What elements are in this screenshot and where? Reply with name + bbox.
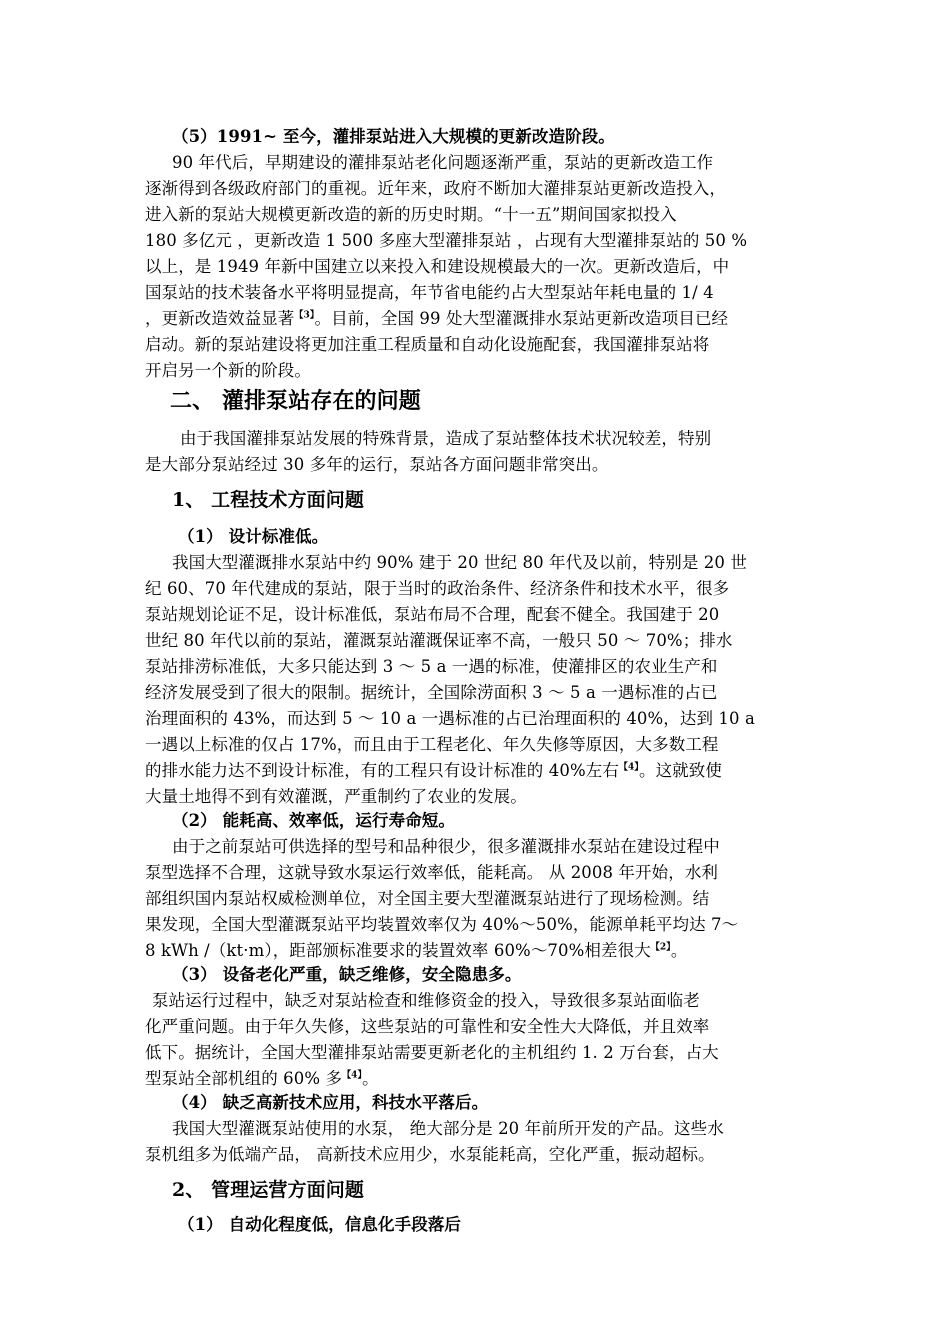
item-heading-5: （1） 自动化程度低，信息化手段落后 <box>178 1215 462 1234</box>
item-heading-1: （1） 设计标准低。 <box>178 527 329 546</box>
paragraph-line: 的排水能力达不到设计标准，有的工程只有设计标准的 40%左右$^{【4】}$。这就致使 <box>145 761 722 780</box>
paragraph-line: 部组织国内泵站权威检测单位，对全国主要大型灌溉泵站进行了现场检测。结 <box>145 889 710 908</box>
paragraph-line: 泵站运行过程中，缺乏对泵站检查和维修资金的投入，导致很多泵站面临老 <box>152 991 700 1010</box>
paragraph-line: 启动。新的泵站建设将更加注重工程质量和自动化设施配套，我国灌排泵站将 <box>145 335 710 354</box>
item-heading-2: （2） 能耗高、效率低，运行寿命短。 <box>172 811 456 830</box>
paragraph-line: 泵站规划论证不足，设计标准低，泵站布局不合理，配套不健全。我国建于 20 <box>145 605 720 624</box>
paragraph-line: 纪 60、70 年代建成的泵站，限于当时的政治条件、经济条件和技术水平，很多 <box>145 579 730 598</box>
paragraph-line: 泵站排涝标准低，大多只能达到 3 ～ 5 a 一遇的标准，使灌排区的农业生产和 <box>145 657 718 676</box>
paragraph-line: 大量土地得不到有效灌溉，严重制约了农业的发展。 <box>145 787 527 806</box>
paragraph-line: 开启另一个新的阶段。 <box>145 361 311 380</box>
paragraph-line: 逐渐得到各级政府部门的重视。近年来，政府不断加大灌排泵站更新改造投入， <box>145 179 726 198</box>
paragraph-line: 8 kWh /（kt·m），距部颁标准要求的装置效率 60%～70%相差很大$^{【2】}$。 <box>145 941 688 960</box>
citation-marker: 【4】 <box>342 1070 363 1081</box>
section-heading-2: 二、 灌排泵站存在的问题 <box>170 388 421 414</box>
paragraph-line: 我国大型灌溉泵站使用的水泵， 绝大部分是 20 年前所开发的产品。这些水 <box>172 1119 724 1138</box>
paragraph-line: 进入新的泵站大规模更新改造的新的历史时期。“十一五”期间国家拟投入 <box>145 205 677 224</box>
paragraph-line: 果发现，全国大型灌溉泵站平均装置效率仅为 40%～50%，能源单耗平均达 7～ <box>145 915 739 934</box>
subsection-heading-1: 1、 工程技术方面问题 <box>172 489 364 511</box>
paragraph-line: 由于之前泵站可供选择的型号和品种很少，很多灌溉排水泵站在建设过程中 <box>172 837 720 856</box>
paragraph-line: 90 年代后，早期建设的灌排泵站老化问题逐渐严重，泵站的更新改造工作 <box>172 153 714 172</box>
paragraph-line: 经济发展受到了很大的限制。据统计，全国除涝面积 3 ～ 5 a 一遇标准的占已 <box>145 683 718 702</box>
paragraph-line: 由于我国灌排泵站发展的特殊背景，造成了泵站整体技术状况较差，特别 <box>180 429 712 448</box>
paragraph-line: 泵机组多为低端产品， 高新技术应用少，水泵能耗高，空化严重，振动超标。 <box>145 1145 715 1164</box>
paragraph-line: 治理面积的 43%，而达到 5 ～ 10 a 一遇标准的占已治理面积的 40%，达到 10 a <box>145 709 755 728</box>
paragraph-line: 低下。据统计，全国大型灌排泵站需要更新老化的主机组约 1. 2 万台套，占大 <box>145 1043 719 1062</box>
paragraph-line: 我国大型灌溉排水泵站中约 90% 建于 20 世纪 80 年代及以前，特别是 20 世 <box>172 553 747 572</box>
paragraph-line: 国泵站的技术装备水平将明显提高，年节省电能约占大型泵站年耗电量的 1/ 4 <box>145 283 714 302</box>
citation-marker: 【2】 <box>650 942 671 953</box>
paragraph-line: 世纪 80 年代以前的泵站，灌溉泵站灌溉保证率不高，一般只 50 ～ 70%；排水 <box>145 631 733 650</box>
subsection-heading-2: 2、 管理运营方面问题 <box>172 1179 364 1201</box>
paragraph-line: 以上，是 1949 年新中国建立以来投入和建设规模最大的一次。更新改造后，中 <box>145 257 730 276</box>
item-heading-4: （4） 缺乏高新技术应用，科技水平落后。 <box>172 1093 489 1112</box>
item-heading-3: （3） 设备老化严重，缺乏维修，安全隐患多。 <box>172 965 522 984</box>
section-5-heading: （5）1991~ 至今，灌排泵站进入大规模的更新改造阶段。 <box>172 127 615 146</box>
citation-marker: 【3】 <box>294 310 315 321</box>
paragraph-line: 是大部分泵站经过 30 多年的运行，泵站各方面问题非常突出。 <box>145 455 609 474</box>
paragraph-line: ，更新改造效益显著$^{【3】}$。目前，全国 99 处大型灌溉排水泵站更新改造项目已经 <box>145 309 729 328</box>
paragraph-line: 型泵站全部机组的 60% 多$^{【4】}$。 <box>145 1069 379 1088</box>
paragraph-line: 化严重问题。由于年久失修，这些泵站的可靠性和安全性大大降低，并且效率 <box>145 1017 710 1036</box>
paragraph-line: 180 多亿元 ，更新改造 1 500 多座大型灌排泵站 ，占现有大型灌排泵站的 50 % <box>145 231 748 250</box>
paragraph-line: 一遇以上标准的仅占 17%，而且由于工程老化、年久失修等原因，大多数工程 <box>145 735 719 754</box>
citation-marker: 【4】 <box>618 762 639 773</box>
paragraph-line: 泵型选择不合理，这就导致水泵运行效率低，能耗高。 从 2008 年开始，水利 <box>145 863 719 882</box>
